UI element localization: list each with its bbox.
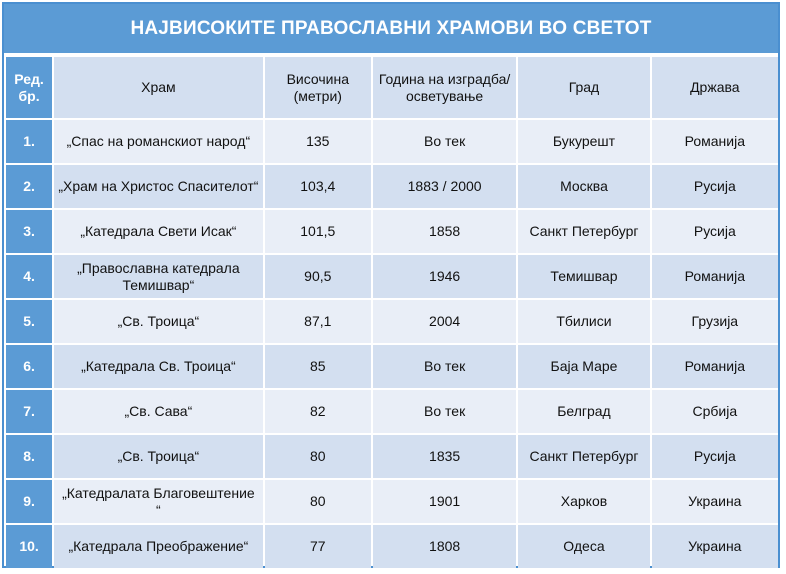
table-row xyxy=(6,210,778,253)
header-country: Држава xyxy=(652,57,778,118)
table-row xyxy=(6,345,778,388)
header-city: Град xyxy=(518,57,649,118)
header-num: Ред. бр. xyxy=(6,57,52,118)
height-cell: 135 xyxy=(265,120,371,163)
table-row xyxy=(6,165,778,208)
temple-name: „Св. Сава“ xyxy=(54,390,263,433)
city-cell: Белград xyxy=(518,390,649,433)
temple-name: „Катедрала Преображение“ xyxy=(54,525,263,568)
year-cell: 1808 xyxy=(373,525,516,568)
country-cell: Романија xyxy=(652,345,778,388)
city-cell: Одеса xyxy=(518,525,649,568)
country-cell: Русија xyxy=(652,210,778,253)
page-title: НАЈВИСОКИТЕ ПРАВОСЛАВНИ ХРАМОВИ ВО СВЕТОТ xyxy=(4,4,778,53)
country-cell: Украина xyxy=(652,525,778,568)
temple-name: „Спас на романскиот народ“ xyxy=(54,120,263,163)
temple-name: „Катедрала Св. Троица“ xyxy=(54,345,263,388)
year-cell: 1883 / 2000 xyxy=(373,165,516,208)
table-row xyxy=(6,120,778,163)
header-temple: Храм xyxy=(54,57,263,118)
year-cell: 1835 xyxy=(373,435,516,478)
country-cell: Романија xyxy=(652,120,778,163)
height-cell: 87,1 xyxy=(265,300,371,343)
city-cell: Москва xyxy=(518,165,649,208)
temple-name: „Храм на Христос Спасителот“ xyxy=(54,165,263,208)
table-row xyxy=(6,525,778,568)
row-number: 8. xyxy=(6,435,52,478)
temple-name: „Катедралата Благовештение “ xyxy=(54,480,263,523)
row-number: 10. xyxy=(6,525,52,568)
row-number: 7. xyxy=(6,390,52,433)
row-number: 1. xyxy=(6,120,52,163)
height-cell: 82 xyxy=(265,390,371,433)
height-cell: 103,4 xyxy=(265,165,371,208)
country-cell: Грузија xyxy=(652,300,778,343)
year-cell: Во тек xyxy=(373,345,516,388)
city-cell: Баја Маре xyxy=(518,345,649,388)
table-row xyxy=(6,255,778,298)
year-cell: 1946 xyxy=(373,255,516,298)
year-cell: 2004 xyxy=(373,300,516,343)
height-cell: 85 xyxy=(265,345,371,388)
height-cell: 90,5 xyxy=(265,255,371,298)
header-year: Година на изградба/ осветување xyxy=(373,57,516,118)
year-cell: Во тек xyxy=(373,120,516,163)
country-cell: Романија xyxy=(652,255,778,298)
year-cell: 1901 xyxy=(373,480,516,523)
table-row xyxy=(6,435,778,478)
city-cell: Харков xyxy=(518,480,649,523)
year-cell: 1858 xyxy=(373,210,516,253)
table-row xyxy=(6,300,778,343)
row-number: 2. xyxy=(6,165,52,208)
country-cell: Украина xyxy=(652,480,778,523)
row-number: 5. xyxy=(6,300,52,343)
height-cell: 80 xyxy=(265,435,371,478)
row-number: 3. xyxy=(6,210,52,253)
header-row xyxy=(6,57,778,118)
city-cell: Санкт Петербург xyxy=(518,210,649,253)
year-cell: Во тек xyxy=(373,390,516,433)
row-number: 9. xyxy=(6,480,52,523)
table-row xyxy=(6,480,778,523)
city-cell: Темишвар xyxy=(518,255,649,298)
height-cell: 101,5 xyxy=(265,210,371,253)
table-row xyxy=(6,390,778,433)
country-cell: Русија xyxy=(652,165,778,208)
height-cell: 80 xyxy=(265,480,371,523)
height-cell: 77 xyxy=(265,525,371,568)
row-number: 4. xyxy=(6,255,52,298)
city-cell: Санкт Петербург xyxy=(518,435,649,478)
temple-name: „Катедрала Свети Исак“ xyxy=(54,210,263,253)
temple-name: „Св. Троица“ xyxy=(54,300,263,343)
header-height: Височина (метри) xyxy=(265,57,371,118)
country-cell: Србија xyxy=(652,390,778,433)
row-number: 6. xyxy=(6,345,52,388)
country-cell: Русија xyxy=(652,435,778,478)
temples-table xyxy=(4,55,780,570)
city-cell: Букурешт xyxy=(518,120,649,163)
temple-name: „Православна катедрала Темишвар“ xyxy=(54,255,263,298)
city-cell: Тбилиси xyxy=(518,300,649,343)
temple-name: „Св. Троица“ xyxy=(54,435,263,478)
